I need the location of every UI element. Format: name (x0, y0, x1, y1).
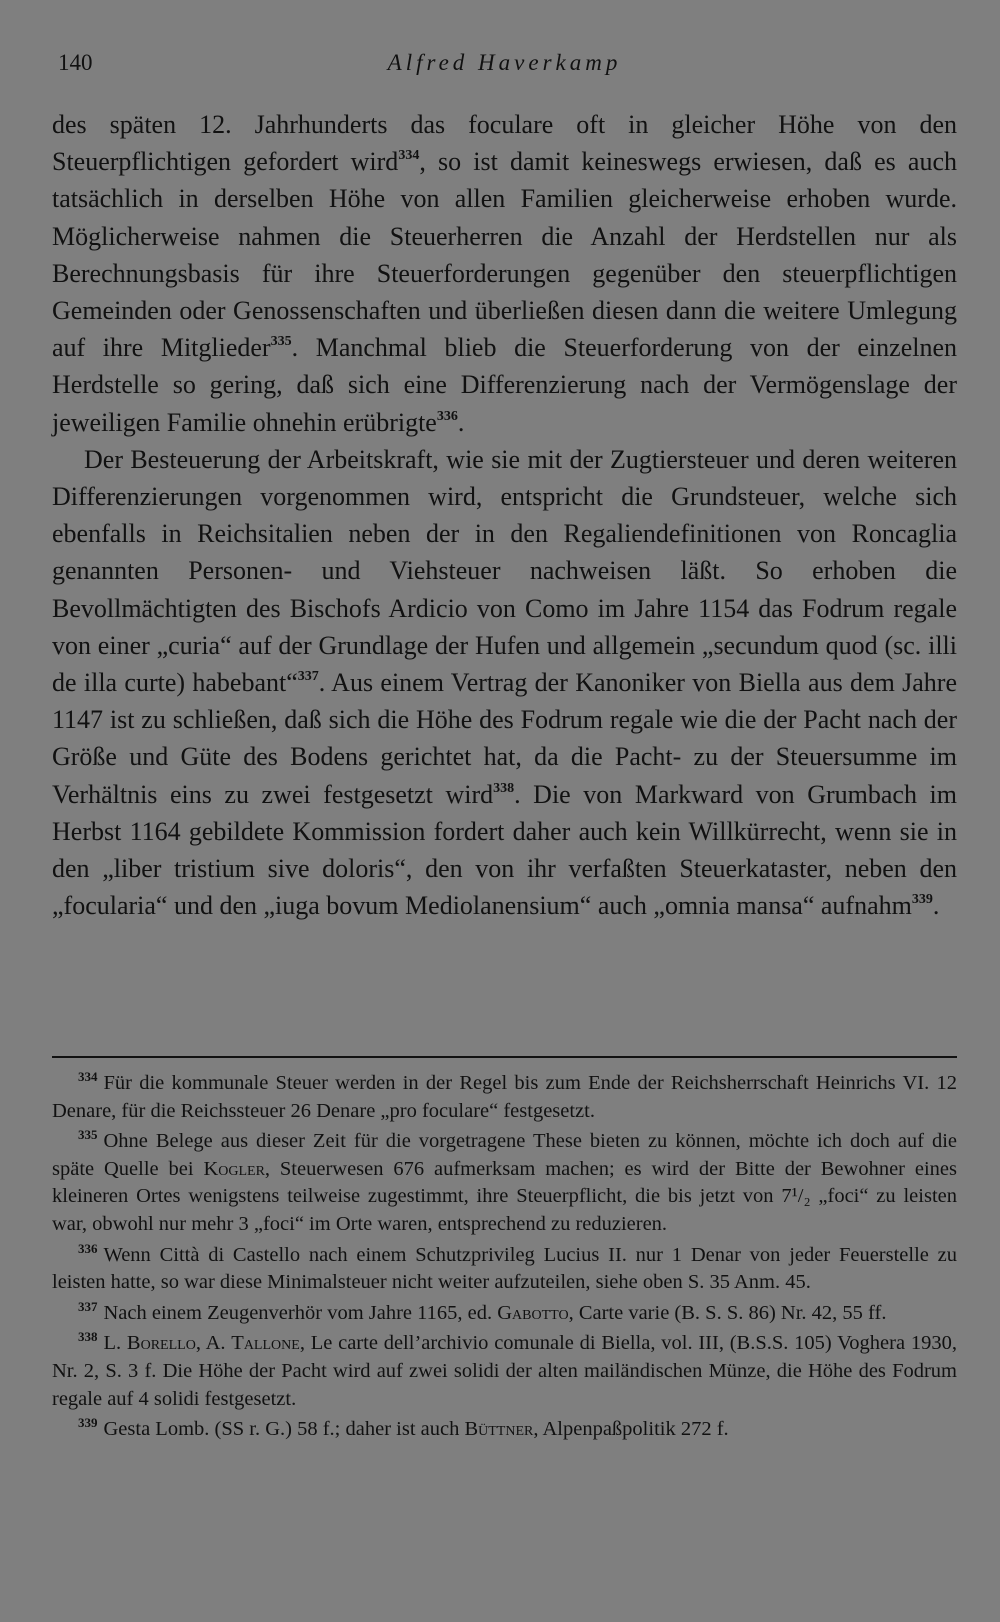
footnote-text: , A. (195, 1332, 232, 1355)
footnote-number: 339 (78, 1415, 98, 1431)
footnotes (52, 1070, 957, 1447)
footnote (52, 1330, 957, 1413)
cited-author: Kogler (203, 1157, 265, 1180)
footnote-ref: 336 (436, 408, 458, 424)
footnote (52, 1416, 957, 1444)
footnote-text: Ohne Belege aus dieser Zeit für die vorgetragene These bieten zu können, möchte ich doch auf die späte Quelle bei (52, 1130, 957, 1180)
footnote-number: 334 (78, 1069, 98, 1084)
footnote-text: Für die kommunale Steuer werden in der Regel bis zum Ende der Reichsherrschaft Heinrichs VI. 12 Denare, für die Reichssteuer 26 Denare „pro foculare“ festgesetzt. (52, 1072, 957, 1122)
footnote-number: 338 (78, 1329, 98, 1345)
main-text (52, 106, 957, 924)
text-run: , so ist damit keineswegs erwiesen, daß es auch tatsächlich in derselben Höhe von allen Familien gleicherweise erhoben wurde. Möglicherweise nahmen die Steuerherren die Anzahl der Herdstellen nur als Berechnungsbasis für ihre Steuerforderungen gegenüber den steuerpflichtigen Gemeinden oder Genossenschaften und überließen diesen dann die weitere Umlegung auf ihre Mitglieder (52, 147, 957, 363)
footnote-number: 335 (78, 1127, 98, 1143)
page-number: 140 (58, 50, 93, 75)
footnote (52, 1242, 957, 1297)
footnote-number: 336 (78, 1240, 98, 1256)
footnote-text: Wenn Città di Castello nach einem Schutzprivileg Lucius II. nur 1 Denar von jeder Feuerstelle zu leisten hatte, so war diese Minimalsteuer nicht weiter aufzuteilen, siehe oben S. 35 Anm. 45. (52, 1243, 957, 1294)
footnote-ref: 335 (270, 334, 292, 350)
footnote (52, 1128, 957, 1238)
cited-author: Tallone (231, 1332, 300, 1355)
footnote-text: , Steuerwesen 676 aufmerksam machen; es wird der Bitte der Bewohner eines kleineren Ortes wenigstens teilweise zugestimmt, ihre Steuerpflicht, die bis jetzt von 7¹/₂ „foci“ zu leisten war, obwohl nur mehr 3 „foci“ im Orte waren, entsprechend zu reduzieren. (52, 1157, 957, 1235)
footnote-ref: 337 (297, 669, 319, 685)
footnote-ref: 338 (493, 780, 515, 796)
footnote-number: 337 (78, 1298, 98, 1314)
footnote-text: , Carte varie (B. S. S. 86) Nr. 42, 55 ff. (568, 1301, 887, 1324)
paragraph (52, 441, 957, 925)
footnote-ref: 334 (398, 148, 420, 164)
footnote-text: , Alpenpaßpolitik 272 f. (533, 1418, 729, 1441)
footnote-text: Gesta Lomb. (SS r. G.) 58 f.; daher ist auch (103, 1418, 465, 1441)
text-run: . (457, 407, 465, 437)
running-head-author: Alfred Haverkamp (387, 50, 622, 75)
footnote (52, 1300, 957, 1328)
cited-author: Gabotto (497, 1301, 569, 1324)
text-run: . (932, 891, 940, 921)
text-run: . Die von Markward von Grumbach im Herbst 1164 gebildete Kommission fordert daher auch kein Willkürrecht, wenn sie in den „liber tristium sive doloris“, den von ihr verfaßten Steuerkataster, neben den „focularia“ und den „iuga bovum Mediolanensium“ auch „omnia mansa“ aufnahm (52, 779, 957, 921)
footnote-text: Nach einem Zeugenverhör vom Jahre 1165, ed. (103, 1301, 498, 1324)
footnote-text: L. (103, 1332, 127, 1355)
paragraph (52, 106, 957, 441)
cited-author: Borello (126, 1332, 196, 1355)
footnote-ref: 339 (911, 892, 933, 908)
footnote-text: , Le carte dell’archivio comunale di Biella, vol. III, (B.S.S. 105) Voghera 1930, Nr. 2, S. 3 f. Die Höhe der Pacht wird auf zwei solidi der alten mailändischen Münze, die Höhe des Fodrum regale auf 4 solidi festgesetzt. (52, 1332, 957, 1410)
footnote-divider (52, 1056, 957, 1058)
text-run: des späten 12. Jahrhunderts das foculare oft in gleicher Höhe von den Steuerpflichtigen gefordert wird (52, 110, 957, 177)
text-run: . Aus einem Vertrag der Kanoniker von Biella aus dem Jahre 1147 ist zu schließen, daß sich die Höhe des Fodrum regale wie die der Pacht nach der Größe und Güte des Bodens gerichtet hat, da die Pacht- zu der Steuersumme im Verhältnis eins zu zwei festgesetzt wird (52, 668, 957, 809)
text-run: . Manchmal blieb die Steuerforderung von der einzelnen Herdstelle so gering, daß sich eine Differenzierung nach der Vermögenslage der jeweiligen Familie ohnehin erübrigte (52, 333, 958, 437)
text-run: Der Besteuerung der Arbeitskraft, wie sie mit der Zugtiersteuer und deren weiteren Differenzierungen vorgenommen wird, entspricht die Grundsteuer, welche sich ebenfalls in Reichsitalien neben der in den Regaliendefinitionen von Roncaglia genannten Personen- und Viehsteuer nachweisen läßt. So erhoben die Bevollmächtigten des Bischofs Ardicio von Como im Jahre 1154 das Fodrum regale von einer „curia“ auf der Grundlage der Hufen und allgemein „secundum quod (sc. illi de illa curte) habebant“ (52, 444, 957, 698)
footnote (52, 1070, 957, 1125)
page-header (52, 46, 957, 86)
cited-author: Büttner (464, 1418, 534, 1441)
